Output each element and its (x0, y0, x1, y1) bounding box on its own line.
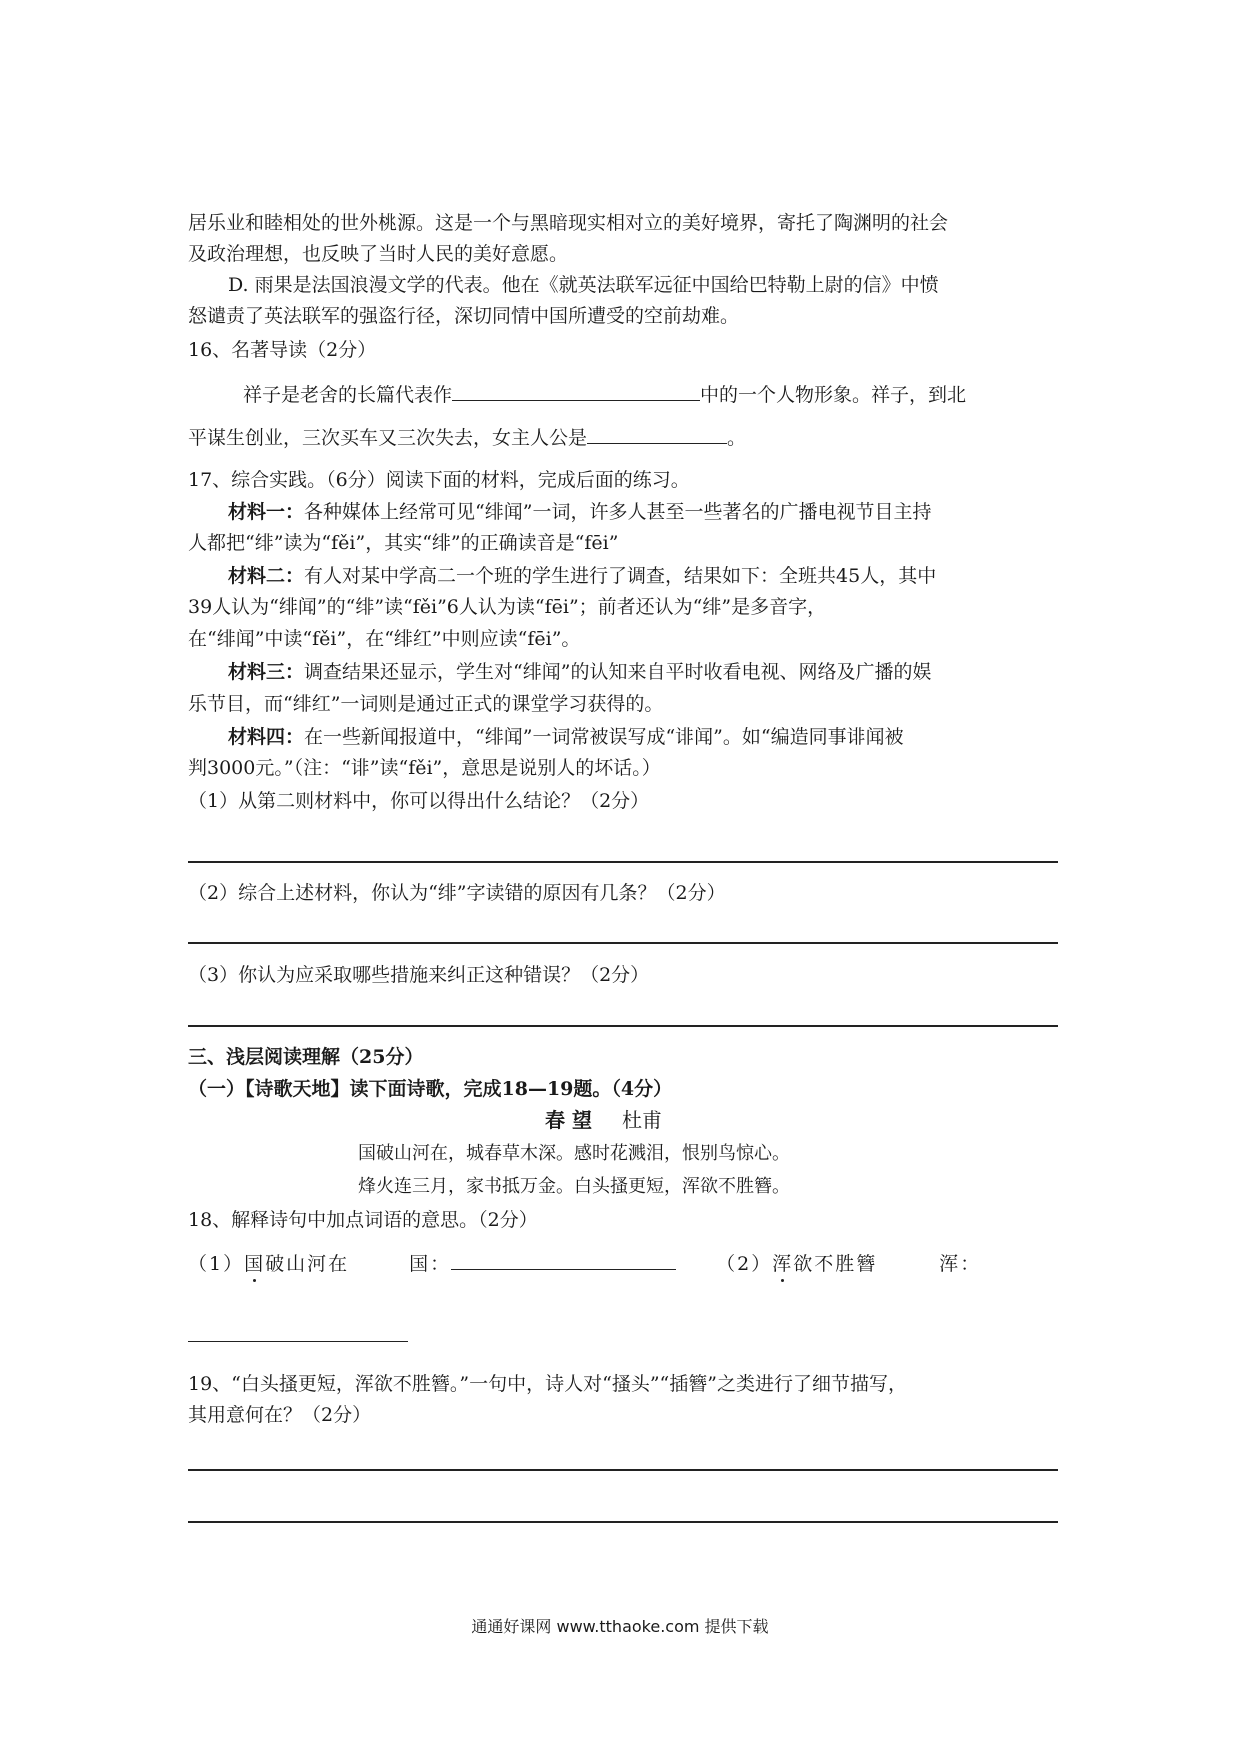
q17-sub-2: （2）综合上述材料，你认为“绯”字读错的原因有几条？（2分） (188, 882, 726, 904)
q16-line-1 (243, 380, 1113, 408)
q18-title: 18、解释诗句中加点词语的意思。（2分） (188, 1209, 538, 1231)
poem-line-2: 烽火连三月，家书抵万金。白头搔更短，浑欲不胜簪。 (358, 1176, 790, 1197)
poem-author: 杜甫 (621, 1108, 662, 1132)
section-3-subtitle: （一）【诗歌天地】读下面诗歌，完成18—19题。（4分） (188, 1078, 673, 1100)
material-4-label: 材料四： (228, 726, 305, 748)
q16-line-2 (188, 423, 1058, 451)
material-3-line-2: 乐节目，而“绯红”一词则是通过正式的课堂学习获得的。 (188, 693, 664, 715)
material-2-line-1 (228, 563, 1098, 589)
top-para-line-1: 居乐业和睦相处的世外桃源。这是一个与黑暗现实相对立的美好境界，寄托了陶渊明的社会 (188, 212, 949, 234)
poem-heading (545, 1107, 845, 1133)
answer-blank-novel[interactable] (452, 380, 700, 401)
q18-items (188, 1249, 1058, 1277)
material-3-line-1 (228, 659, 1098, 685)
q18-item-1-rest: 破山河在 (265, 1253, 350, 1275)
answer-blank-heroine[interactable] (587, 423, 727, 444)
q16-text-c: 平谋生创业，三次买车又三次失去，女主人公是 (188, 427, 588, 449)
poem-line-1: 国破山河在，城春草木深。感时花溅泪，恨别鸟惊心。 (358, 1143, 790, 1164)
material-1-text: 各种媒体上经常可见“绯闻”一词，许多人甚至一些著名的广播电视节目主持 (304, 501, 932, 523)
q17-title: 17、综合实践。（6分）阅读下面的材料，完成后面的练习。 (188, 469, 690, 491)
q16-title: 16、名著导读（2分） (188, 339, 377, 361)
q16-text-b: 中的一个人物形象。祥子，到北 (700, 384, 967, 406)
material-4-text: 在一些新闻报道中，“绯闻”一词常被误写成“诽闻”。如“编造同事诽闻被 (304, 726, 904, 748)
top-para-line-2: 及政治理想，也反映了当时人民的美好意愿。 (188, 243, 569, 265)
q18-item-2-dotted: 浑 (772, 1253, 794, 1275)
section-3-title: 三、浅层阅读理解（25分） (188, 1046, 424, 1068)
answer-line-17-2[interactable] (188, 942, 1058, 944)
q16-text-d: 。 (727, 427, 747, 449)
q17-sub-3: （3）你认为应采取哪些措施来纠正这种错误？（2分） (188, 964, 650, 986)
material-1-line-1 (228, 499, 1098, 525)
footer-source: 通通好课网 www.tthaoke.com 提供下载 (471, 1617, 769, 1636)
material-2-label: 材料二： (228, 565, 305, 587)
material-3-label: 材料三： (228, 661, 305, 683)
answer-blank-hun[interactable] (188, 1341, 408, 1342)
answer-line-19-2[interactable] (188, 1521, 1058, 1523)
answer-line-17-1[interactable] (188, 861, 1058, 863)
q18-item-2-word: 浑： (939, 1253, 982, 1275)
option-d-line-2: 怒谴责了英法联军的强盗行径，深切同情中国所遭受的空前劫难。 (188, 305, 740, 327)
material-2-text: 有人对某中学高二一个班的学生进行了调查，结果如下：全班共45人，其中 (304, 565, 937, 587)
q17-sub-1: （1）从第二则材料中，你可以得出什么结论？（2分） (188, 790, 650, 812)
option-d-line-1: D. 雨果是法国浪漫文学的代表。他在《就英法联军远征中国给巴特勒上尉的信》中愤 (228, 274, 939, 296)
answer-line-19-1[interactable] (188, 1469, 1058, 1471)
q19-line-1: 19、“白头搔更短，浑欲不胜簪。”一句中，诗人对“搔头”“插簪”之类进行了细节描写， (188, 1373, 907, 1395)
answer-blank-guo[interactable] (451, 1249, 676, 1270)
material-1-line-2: 人都把“绯”读为“fěi”，其实“绯”的正确读音是“fēi” (188, 532, 619, 554)
q16-text-a: 祥子是老舍的长篇代表作 (243, 384, 453, 406)
q18-item-1-dotted: 国 (244, 1253, 266, 1275)
material-2-line-3: 在“绯闻”中读“fěi”，在“绯红”中则应读“fēi”。 (188, 628, 581, 650)
answer-line-17-3[interactable] (188, 1025, 1058, 1027)
material-1-label: 材料一： (228, 501, 305, 523)
q18-item-2-label: （2） (716, 1253, 773, 1275)
material-4-line-2: 判3000元。”（注：“诽”读“fěi”，意思是说别人的坏话。） (188, 757, 661, 779)
material-3-text: 调查结果还显示，学生对“绯闻”的认知来自平时收看电视、网络及广播的娱 (304, 661, 932, 683)
q18-item-2-rest: 欲不胜簪 (793, 1253, 878, 1275)
poem-title: 春 望 (545, 1108, 592, 1132)
material-2-line-2: 39人认为“绯闻”的“绯”读“fěi”6人认为读“fēi”；前者还认为“绯”是多音字， (188, 596, 827, 618)
material-4-line-1 (228, 724, 1098, 750)
q18-item-1-label: （1） (188, 1253, 245, 1275)
q18-item-1-word: 国： (409, 1253, 452, 1275)
q19-line-2: 其用意何在？（2分） (188, 1404, 372, 1426)
